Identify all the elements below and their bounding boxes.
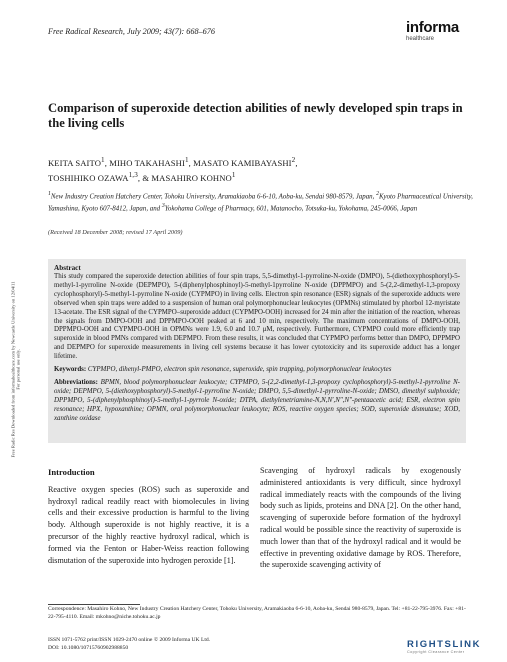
author-name: MIHO TAKAHASHI — [109, 157, 185, 168]
affil-sup: 3 — [161, 202, 165, 209]
author-separator: , — [295, 157, 298, 168]
author-name: MASAHIRO KOHNO — [151, 172, 232, 183]
doi-line: DOI: 10.1080/10715760902988850 — [48, 644, 129, 651]
affiliation-text: Kyoto Pharmaceutical University, Yamashina, Kyoto 607-8412, Japan, and — [48, 193, 473, 212]
received-dates: (Received 18 December 2008; revised 17 April 2009) — [48, 229, 183, 236]
publisher-logo — [406, 20, 459, 43]
rightslink-name: RIGHTSLINK — [407, 639, 482, 650]
publisher-subname: healthcare — [406, 36, 435, 42]
issn-line: ISSN 1071-5762 print/ISSN 1029-2470 online © 2009 Informa UK Ltd. — [48, 637, 211, 643]
journal-citation: Free Radical Research, July 2009; 43(7): 668–676 — [48, 27, 215, 36]
correspondence-note: Correspondence: Masahiro Kohno, New Industry Creation Hatchery Center, Tohoku University, Aramakiaoba 6-6-10, Aoba-ku, Sendai 980-8579, Japan. Tel: +81-22-795-3976. Fax: +81-22-795-4110. Email: mkohno@niche.tohoku.ac.jp — [48, 606, 466, 620]
rightslink-logo — [407, 640, 481, 654]
affiliation-text: Yokohama College of Pharmacy, 601, Matanocho, Totsuka-ku, Yokohama, 245-0066, Japan — [164, 205, 418, 212]
author-name: TOSHIHIKO OZAWA — [48, 172, 129, 183]
keywords — [54, 366, 460, 375]
author-affil-sup: 1 — [184, 156, 189, 164]
author-affil-sup: 1 — [101, 156, 105, 164]
publisher-name: informa — [406, 19, 459, 36]
article-title: Comparison of superoxide detection abilities of newly developed spin traps in the living cells — [48, 101, 463, 130]
author-affil-sup: 2 — [291, 156, 296, 164]
affil-sup: 1 — [48, 191, 51, 197]
affiliations — [48, 190, 478, 213]
right-column — [260, 465, 461, 571]
section-heading-introduction: Introduction — [48, 467, 95, 477]
author-affil-sup: 1 — [231, 170, 236, 179]
abstract-text: This study compared the superoxide detection abilities of four spin traps, 5,5-dimethyl-1-pyrroline-N-oxide (DMPO), 5-(diethoxyphosphoryl)-5-methyl-1-pyrroline N-oxide (DEPMPO), 5-(diphenylphosphinoyl)-5-methyl-1pyrroline N-oxide (DPPMPO) and 5-(2,2-dimethyl-1,3-propoxy cyclophosphoryl)-5-methyl-1-pyrroline N-oxide (CYPMPO) in living cells. Electron spin resonance (ESR) signals of the superoxide adducts were observed when spin traps were added to a suspension of human oral polymorphonuclear leukocytes (OPMNs) stimulated by phorbol 12-myristate 13-acetate. The ESR signal of the CYPMPO–superoxide adduct (CYPMPO-OOH) increased for 24 min after the initiation of the reaction, whereas the signals from DMPO-OOH and DPPMPO-OOH peaked at 6 and 10 min, respectively. The maximum concentrations of DMPO-OOH, DPPMPO-OOH and CYPMPO-OOH in OPMNs were 1.9, 6.0 and 10.7 μM, respectively. Furthermore, CYPMPO could more efficiently trap superoxide in blood PMNs compared with DEPMPO. From these results, it was concluded that CYPMPO performs better than DMPO, DPPMPO and DEPMPO for superoxide measurements in living cell systems because it has lower cytotoxicity and its superoxide adduct has a longer lifetime. — [54, 273, 460, 361]
abstract-heading: Abstract — [54, 264, 81, 272]
keywords-label: Keywords: — [54, 366, 87, 374]
author-separator: , & — [137, 172, 152, 183]
author-name: MASATO KAMIBAYASHI — [193, 157, 292, 168]
author-name: KEITA SAITO — [48, 157, 102, 168]
download-notice-sidebar — [2, 160, 21, 580]
footnote-divider — [48, 604, 140, 605]
affil-sup: 2 — [376, 191, 379, 197]
rightslink-subtitle: Copyright Clearance Center — [407, 650, 465, 654]
issn-doi-block — [48, 637, 348, 652]
author-separator: , — [104, 157, 110, 168]
introduction-paragraph: Reactive oxygen species (ROS) such as superoxide and hydroxyl radical readily react with biomolecules in living cells and their excessive production is harmful to the living body. Although superoxide is not highly reactive, it is a precursor of the highly reactive hydroxyl radical, which is formed via the Fenton or Haber-Weiss reaction following dismutation of the superoxide into hydrogen peroxide [1]. — [48, 484, 249, 565]
abbreviations — [54, 379, 460, 424]
abstract-box — [48, 259, 466, 443]
left-column — [48, 467, 249, 566]
author-separator: , — [188, 157, 194, 168]
affiliation-text: New Industry Creation Hatchery Center, Tohoku University, Aramakiaoba 6-6-10, Aoba-ku, Sendai 980-8579, Japan, — [50, 193, 375, 201]
author-list — [48, 154, 488, 184]
personal-use-line: For personal use only. — [16, 349, 21, 390]
abbreviations-label: Abbreviations: — [54, 378, 98, 386]
abbreviations-text: BPMN, blood polymorphonuclear leukocyte; CYPMPO, 5-(2,2-dimethyl-1,3-propoxy cyclophosphoryl)-5-methyl-1-pyrroline N-oxide; DEPMPO, 5-(diethoxyphosphoryl)-5-methyl-1-pyrroline N-oxide; DMPO, 5,5-dimethyl-1-pyrroline-N-oxide; DMSO, dimethyl sulphoxide; DPPMPO, 5-(diphenylphosphinoyl)-5-methyl-1-pyrrole N-oxide; DTPA, diethylenetriamine-N,N,N′,N″,N″-pentaacetic acid; ESR, electron spin resonance; HPX, hypoxanthine; OPMN, oral polymorphonuclear leukocyte; ROS, reactive oxygen species; SOD, superoxide dismutase; XOD, xanthine oxidase — [54, 378, 460, 422]
keywords-text: CYPMPO, dihenyl-PMPO, electron spin resonance, superoxide, spin trapping, polymorphonuclear leukocytes — [87, 366, 392, 374]
download-notice-line: Free Radic Res Downloaded from informahealthcare.com by Newcastle University on 12/04/11 — [10, 281, 16, 458]
author-affil-sup: 1,3 — [128, 170, 138, 179]
right-column-paragraph: Scavenging of hydroxyl radicals by exogenously administered antioxidants is very difficult, since hydroxyl radical immediately reacts with the compounds of the living body such as lipids, proteins and DNA [2]. On the other hand, scavenging of superoxide before formation of the hydroxyl radical would be possible since the reactivity of superoxide is much lower than that of the hydroxyl radical and it would be effective in preventing oxidative damage by ROS. Therefore, the superoxide scavenging activity of — [260, 466, 461, 570]
download-notice-text — [11, 159, 22, 579]
